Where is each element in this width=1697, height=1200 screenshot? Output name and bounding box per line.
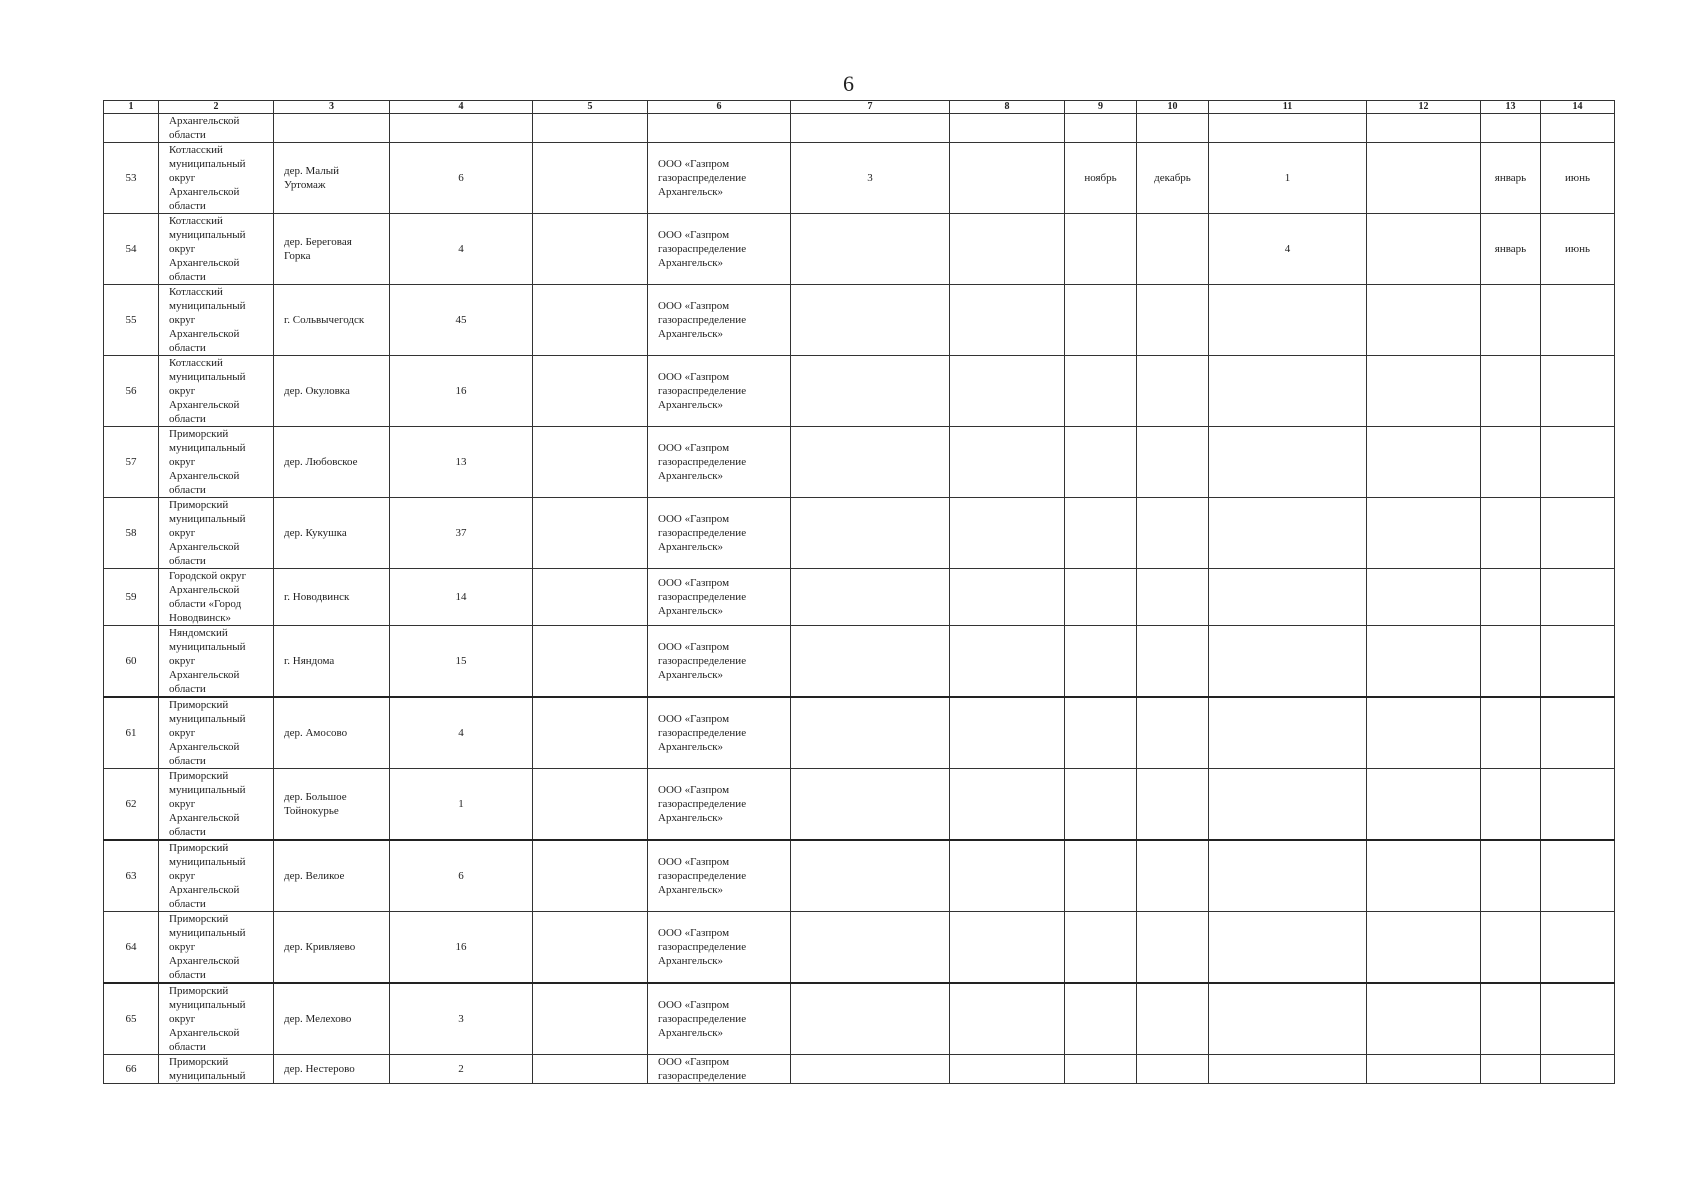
column-14-month-cell: июнь xyxy=(1564,172,1590,184)
settlement-cell: дер. Великое xyxy=(284,870,345,882)
settlement-cell: г. Новодвинск xyxy=(284,591,350,603)
quantity-cell: 15 xyxy=(455,655,467,667)
operator-cell: ООО «Газпром газораспределение Архангельск» xyxy=(658,229,747,269)
district-cell: Приморский муниципальный округ Архангельской области xyxy=(169,770,246,838)
district-cell: Няндомский муниципальный округ Архангельской области xyxy=(169,627,246,695)
district-cell: Приморский муниципальный округ Архангельской области xyxy=(169,913,246,981)
settlement-cell: г. Сольвычегодск xyxy=(284,314,365,326)
operator-cell: ООО «Газпром газораспределение Архангельск» xyxy=(658,927,747,967)
quantity-cell: 16 xyxy=(455,941,467,953)
table-row xyxy=(104,285,1615,356)
district-cell: Котласский муниципальный округ Архангельской области xyxy=(169,215,246,283)
table-row xyxy=(104,912,1615,984)
table-row xyxy=(104,143,1615,214)
gasification-schedule-table xyxy=(103,100,1615,1084)
column-11-cell: 1 xyxy=(1284,172,1291,184)
row-number-cell: 58 xyxy=(125,527,137,539)
column-14-month-cell: июнь xyxy=(1564,243,1590,255)
column-header: 5 xyxy=(533,101,648,114)
district-cell: Котласский муниципальный округ Архангельской области xyxy=(169,286,246,354)
district-cell: Приморский муниципальный xyxy=(169,1056,246,1082)
column-header: 13 xyxy=(1481,101,1541,114)
column-header: 1 xyxy=(104,101,159,114)
settlement-cell: дер. Кривляево xyxy=(284,941,356,953)
row-number-cell: 63 xyxy=(125,870,137,882)
table-row xyxy=(104,427,1615,498)
row-number-cell: 60 xyxy=(125,655,137,667)
column-header: 14 xyxy=(1541,101,1615,114)
district-cell: Архангельской области xyxy=(169,115,240,141)
district-cell: Приморский муниципальный округ Архангельской области xyxy=(169,985,246,1053)
operator-cell: ООО «Газпром газораспределение Архангельск» xyxy=(658,856,747,896)
district-cell: Котласский муниципальный округ Архангельской области xyxy=(169,144,246,212)
column-11-cell: 4 xyxy=(1284,243,1291,255)
quantity-cell: 4 xyxy=(458,727,464,739)
column-header: 8 xyxy=(950,101,1065,114)
table-row xyxy=(104,498,1615,569)
row-number-cell: 57 xyxy=(125,456,137,468)
district-cell: Приморский муниципальный округ Архангельской области xyxy=(169,428,246,496)
quantity-cell: 16 xyxy=(455,385,467,397)
operator-cell: ООО «Газпром газораспределение Архангельск» xyxy=(658,513,747,553)
column-10-month-cell: декабрь xyxy=(1154,172,1191,184)
district-cell: Приморский муниципальный округ Архангельской области xyxy=(169,842,246,910)
row-number-cell: 56 xyxy=(125,385,137,397)
quantity-cell: 4 xyxy=(458,243,464,255)
row-number-cell: 55 xyxy=(125,314,137,326)
settlement-cell: г. Няндома xyxy=(284,655,335,667)
district-cell: Приморский муниципальный округ Архангельской области xyxy=(169,699,246,767)
settlement-cell: дер. Амосово xyxy=(284,727,348,739)
column-13-month-cell: январь xyxy=(1494,172,1527,184)
settlement-cell: дер. Кукушка xyxy=(284,527,347,539)
table-body xyxy=(104,114,1615,1084)
district-cell: Приморский муниципальный округ Архангельской области xyxy=(169,499,246,567)
table-row xyxy=(104,769,1615,841)
column-13-month-cell: январь xyxy=(1494,243,1527,255)
table-row xyxy=(104,626,1615,698)
column-header: 2 xyxy=(159,101,274,114)
column-header: 9 xyxy=(1065,101,1137,114)
quantity-cell: 6 xyxy=(458,172,464,184)
table-row xyxy=(104,840,1615,912)
settlement-cell: дер. Малый Уртомаж xyxy=(284,165,340,191)
column-header: 6 xyxy=(648,101,791,114)
column-7-cell: 3 xyxy=(867,172,873,184)
settlement-cell: дер. Мелехово xyxy=(284,1013,352,1025)
quantity-cell: 6 xyxy=(458,870,464,882)
operator-cell: ООО «Газпром газораспределение Архангельск» xyxy=(658,999,747,1039)
settlement-cell: дер. Большое Тойнокурье xyxy=(284,791,347,817)
operator-cell: ООО «Газпром газораспределение Архангельск» xyxy=(658,784,747,824)
table-row xyxy=(104,356,1615,427)
row-number-cell: 65 xyxy=(125,1013,137,1025)
row-number-cell: 54 xyxy=(125,243,137,255)
page-number: 6 xyxy=(843,71,854,96)
quantity-cell: 3 xyxy=(458,1013,464,1025)
district-cell: Котласский муниципальный округ Архангельской области xyxy=(169,357,246,425)
column-header: 4 xyxy=(390,101,533,114)
settlement-cell: дер. Любовское xyxy=(284,456,358,468)
row-number-cell: 59 xyxy=(125,591,137,603)
column-9-month-cell: ноябрь xyxy=(1084,172,1117,184)
settlement-cell: дер. Береговая Горка xyxy=(284,236,352,262)
row-number-cell: 64 xyxy=(125,941,137,953)
column-header: 7 xyxy=(791,101,950,114)
continuation-row xyxy=(104,114,1615,143)
quantity-cell: 14 xyxy=(455,591,467,603)
table-row xyxy=(104,1055,1615,1084)
column-header: 12 xyxy=(1367,101,1481,114)
row-number-cell: 62 xyxy=(125,798,137,810)
quantity-cell: 1 xyxy=(458,798,464,810)
operator-cell: ООО «Газпром газораспределение Архангельск» xyxy=(658,158,747,198)
column-header: 11 xyxy=(1209,101,1367,114)
operator-cell: ООО «Газпром газораспределение Архангельск» xyxy=(658,442,747,482)
operator-cell: ООО «Газпром газораспределение xyxy=(658,1056,747,1082)
row-number-cell: 61 xyxy=(125,727,137,739)
row-number-cell: 66 xyxy=(125,1063,137,1075)
column-header: 3 xyxy=(274,101,390,114)
table-row xyxy=(104,697,1615,769)
settlement-cell: дер. Окуловка xyxy=(284,385,350,397)
table-row xyxy=(104,569,1615,626)
column-header: 10 xyxy=(1137,101,1209,114)
table-row xyxy=(104,983,1615,1055)
table-row xyxy=(104,214,1615,285)
operator-cell: ООО «Газпром газораспределение Архангельск» xyxy=(658,371,747,411)
row-number-cell: 53 xyxy=(125,172,137,184)
column-number-row xyxy=(104,101,1615,114)
operator-cell: ООО «Газпром газораспределение Архангельск» xyxy=(658,713,747,753)
quantity-cell: 13 xyxy=(455,456,467,468)
district-cell: Городской округ Архангельской области «Город Новодвинск» xyxy=(169,570,247,624)
quantity-cell: 37 xyxy=(455,527,467,539)
operator-cell: ООО «Газпром газораспределение Архангельск» xyxy=(658,577,747,617)
quantity-cell: 45 xyxy=(455,314,467,326)
settlement-cell: дер. Нестерово xyxy=(284,1063,355,1075)
quantity-cell: 2 xyxy=(458,1063,464,1075)
operator-cell: ООО «Газпром газораспределение Архангельск» xyxy=(658,641,747,681)
operator-cell: ООО «Газпром газораспределение Архангельск» xyxy=(658,300,747,340)
